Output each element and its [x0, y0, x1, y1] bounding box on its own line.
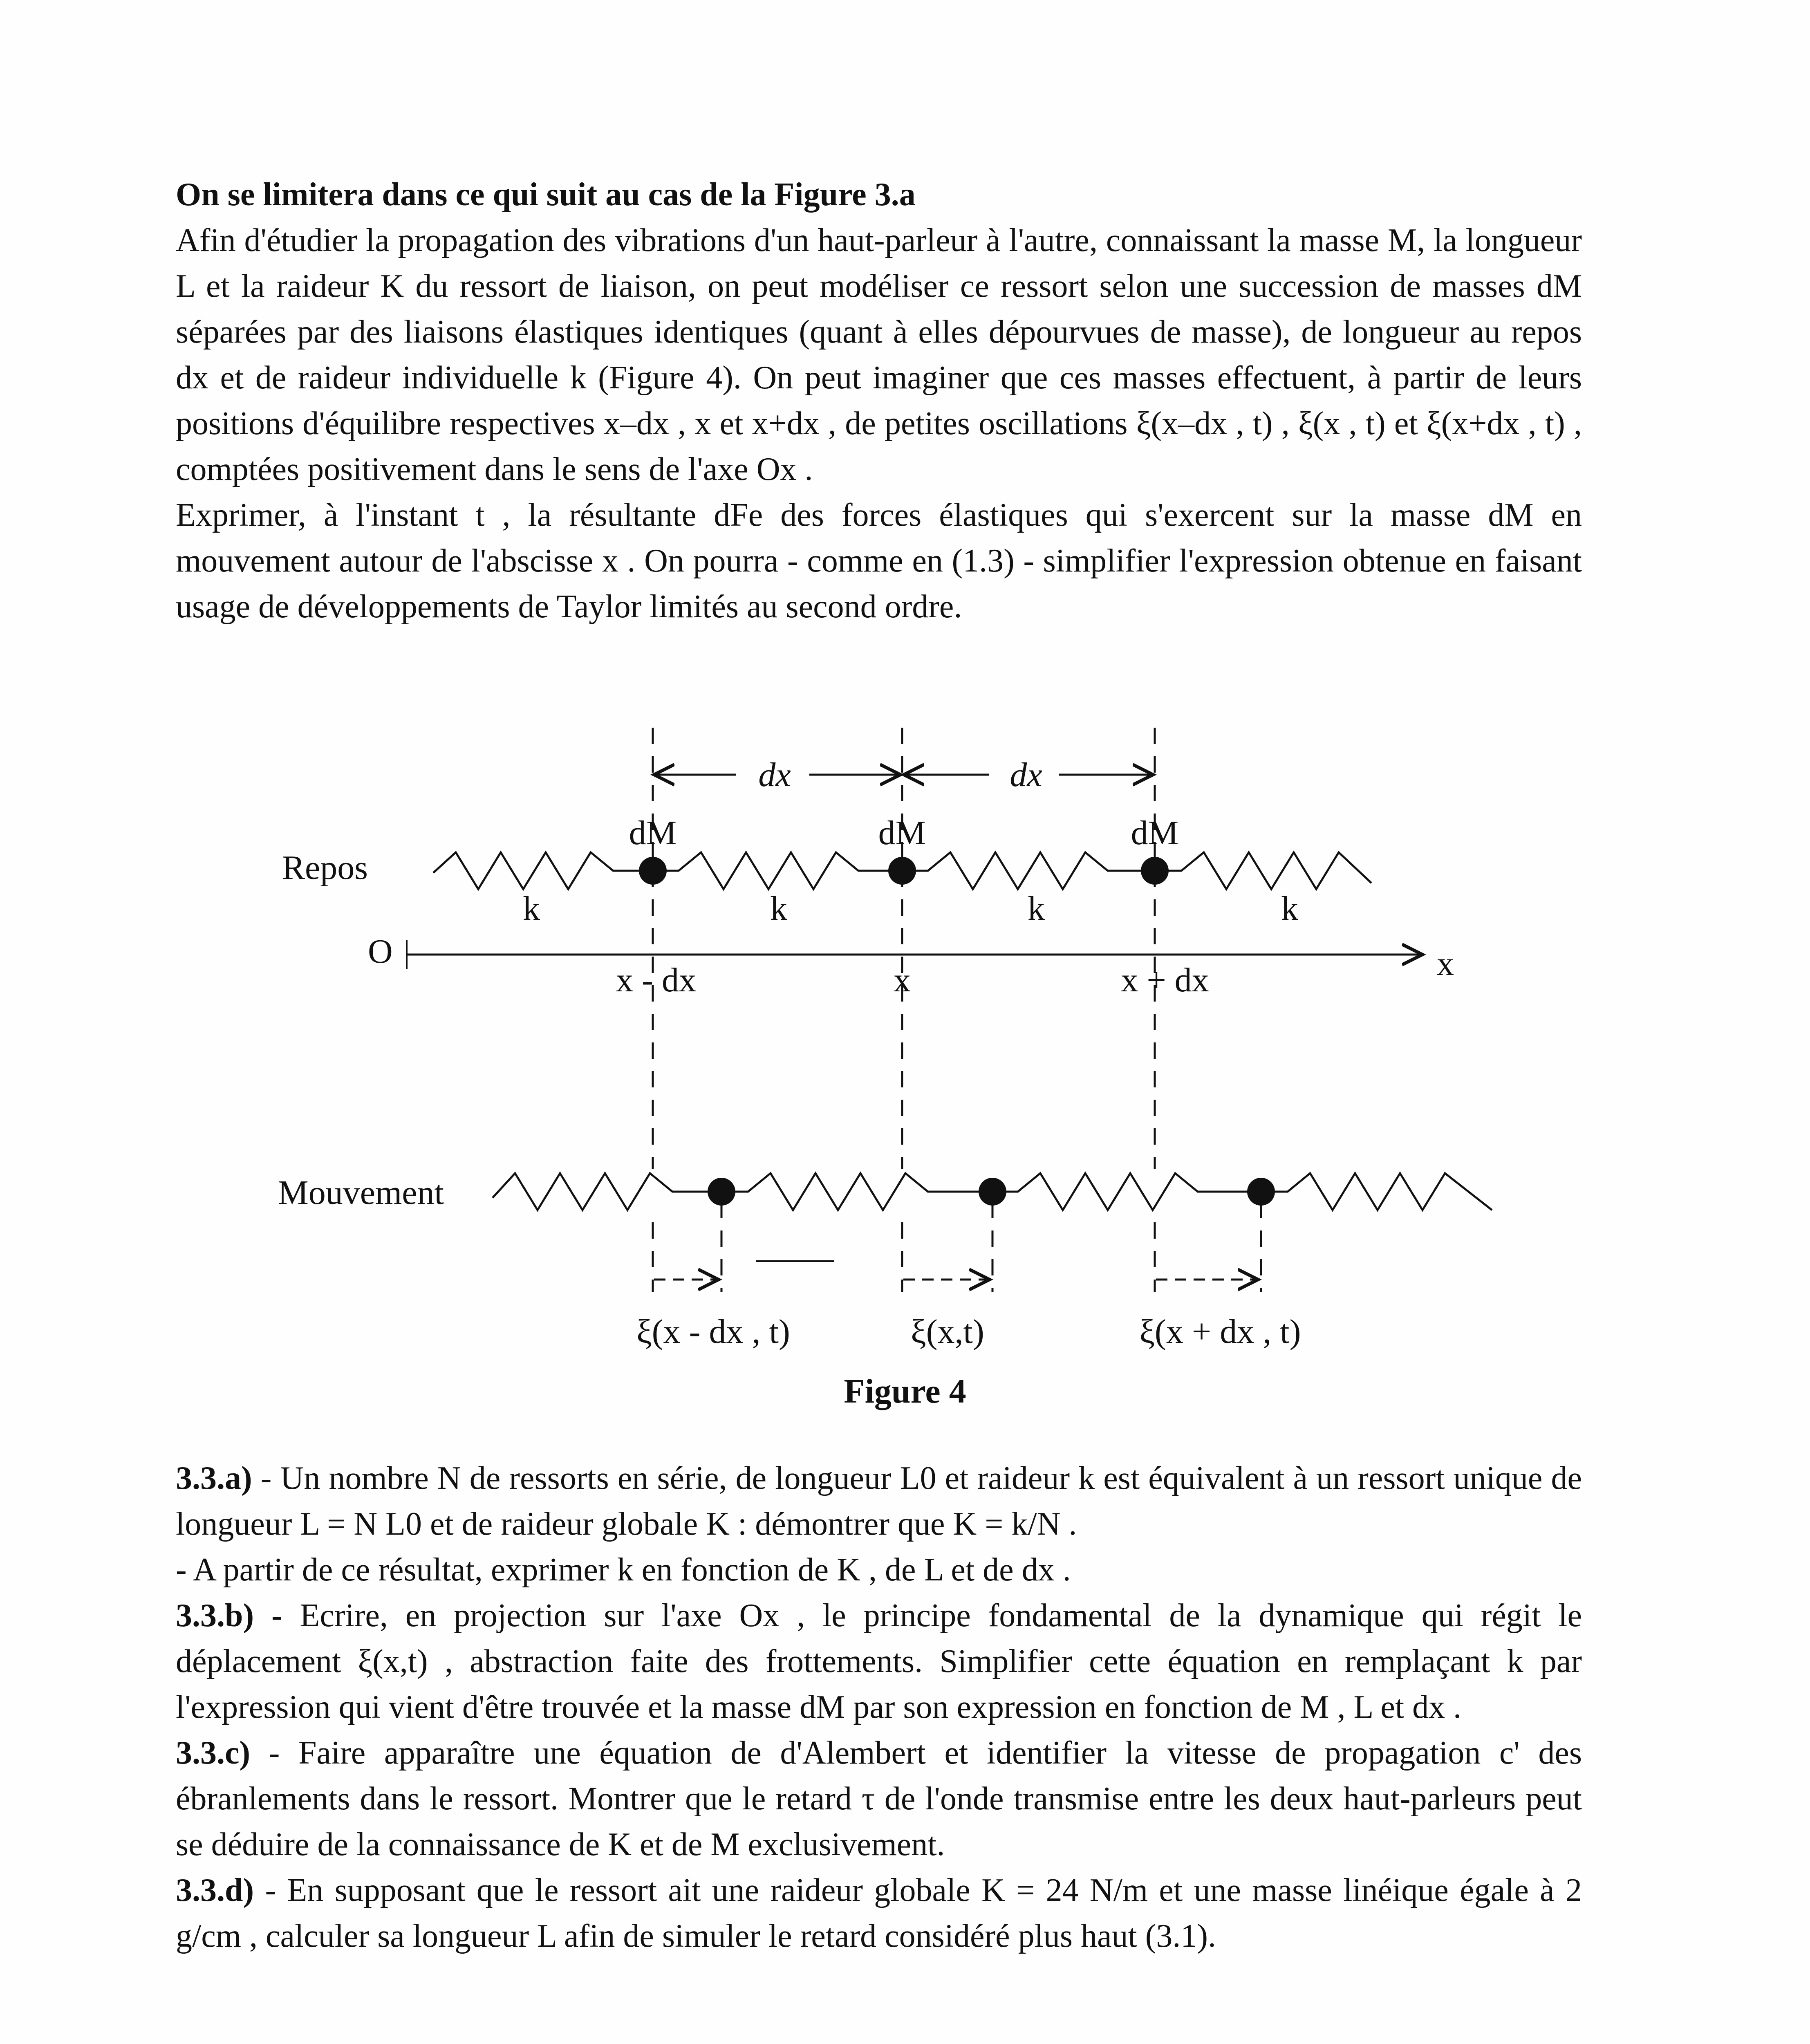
questions-section — [176, 1455, 1582, 1959]
question-number: 3.3.a) — [176, 1460, 252, 1496]
intro-paragraph: Afin d'étudier la propagation des vibrations d'un haut-parleur à l'autre, connaissant la masse M, la longueur L et la raideur K du ressort de liaison, on peut modéliser ce ressort selon une succession de masses dM séparées par des liaisons élastiques identiques (quant à elles dépourvues de masse), de longueur au repos dx et de raideur individuelle k (Figure 4). On peut imaginer que ces masses effectuent, à partir de leurs positions d'équilibre respectives x–dx , x et x+dx , de petites oscillations ξ(x–dx , t) , ξ(x , t) et ξ(x+dx , t) , comptées positivement dans le sens de l'axe Ox . — [176, 222, 1582, 487]
dx-label-left: dx — [758, 756, 791, 794]
disp-label-left: ξ(x - dx , t) — [636, 1313, 790, 1351]
spring-label-4: k — [1281, 890, 1298, 928]
guide-lines — [653, 728, 1261, 1292]
spring-label-1: k — [523, 890, 540, 928]
question-3a — [176, 1455, 1582, 1547]
question-text: - En supposant que le ressort ait une raideur globale K = 24 N/m et une masse linéique égale à 2 g/cm , calculer sa longueur L afin de simuler le retard considéré plus haut (3.1). — [176, 1872, 1582, 1954]
mass-label-right: dM — [1131, 814, 1179, 852]
mass-motion-right — [1247, 1178, 1275, 1206]
mass-rest-center — [888, 857, 916, 885]
position-right: x + dx — [1121, 961, 1209, 999]
disp-label-center: ξ(x,t) — [911, 1313, 984, 1351]
mass-label-center: dM — [878, 814, 926, 852]
question-text: - Ecrire, en projection sur l'axe Ox , le principe fondamental de la dynamique qui régit le déplacement ξ(x,t) , abstraction faite des frottements. Simplifier cette équation en remplaçant k par l'expression qui vient d'être trouvée et la masse dM par son expression en fonction de M , L et dx . — [176, 1598, 1582, 1725]
spring-label-2: k — [770, 890, 787, 928]
mass-rest-left — [639, 857, 667, 885]
question-3c — [176, 1730, 1582, 1867]
question-3b — [176, 1593, 1582, 1730]
question-text: - Un nombre N de ressorts en série, de longueur L0 et raideur k est équivalent à un ressort unique de longueur L = N L0 et de raideur globale K : démontrer que K = k/N . — [176, 1460, 1582, 1542]
origin-label: O — [368, 932, 393, 970]
spring-label-3: k — [1028, 890, 1045, 928]
mass-rest-right — [1141, 857, 1169, 885]
dx-label-right: dx — [1010, 756, 1042, 794]
question-number: 3.3.c) — [176, 1735, 251, 1771]
section-heading: On se limitera dans ce qui suit au cas de la Figure 3.a — [176, 177, 916, 213]
instruction-paragraph: Exprimer, à l'instant t , la résultante dFe des forces élastiques qui s'exercent sur la masse dM en mouvement autour de l'abscisse x . On pourra - comme en (1.3) - simplifier l'expression obtenue en faisant usage de développements de Taylor limités au second ordre. — [176, 497, 1582, 625]
figure-caption: Figure 4 — [844, 1372, 966, 1410]
question-3d — [176, 1867, 1582, 1959]
question-number: 3.3.d) — [176, 1872, 254, 1908]
axis-label: x — [1437, 945, 1454, 983]
mass-label-left: dM — [629, 814, 677, 852]
repos-label: Repos — [282, 849, 368, 887]
mass-motion-center — [979, 1178, 1006, 1206]
position-center: x — [894, 961, 911, 999]
question-3a-part2: - A partir de ce résultat, exprimer k en fonction de K , de L et de dx . — [176, 1552, 1071, 1588]
mass-motion-left — [708, 1178, 735, 1206]
mouvement-label: Mouvement — [278, 1174, 444, 1212]
position-left: x - dx — [616, 961, 696, 999]
disp-label-right: ξ(x + dx , t) — [1139, 1313, 1301, 1351]
question-text: - Faire apparaître une équation de d'Alembert et identifier la vitesse de propagation c' des ébranlements dans le ressort. Montrer que le retard τ de l'onde transmise entre les deux haut-parleurs peut se déduire de la connaissance de K et de M exclusivement. — [176, 1735, 1582, 1862]
question-number: 3.3.b) — [176, 1598, 254, 1634]
